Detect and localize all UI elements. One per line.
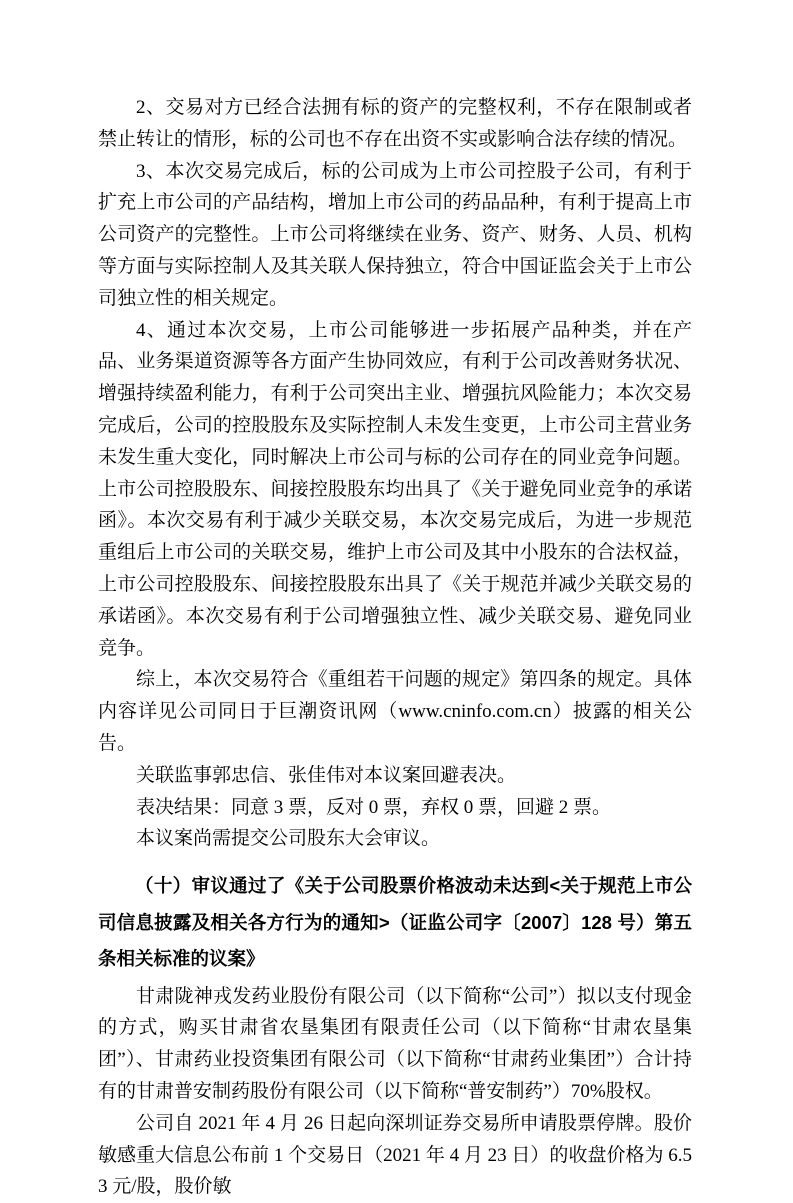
paragraph-summary: 综上，本次交易符合《重组若干问题的规定》第四条的规定。具体内容详见公司同日于巨潮资讯网（www.cninfo.com.cn）披露的相关公告。 [98, 669, 692, 754]
paragraph-item2: 2、交易对方已经合法拥有标的资产的完整权利，不存在限制或者禁止转让的情形，标的公司也不存在出资不实或影响合法存续的情况。 [98, 97, 692, 150]
paragraph-company-intro: 甘肃陇神戎发药业股份有限公司（以下简称“公司”）拟以支付现金的方式，购买甘肃省农垦集团有限责任公司（以下简称“甘肃农垦集团”）、甘肃药业投资集团有限公司（以下简称“甘肃药业集团”）合计持有的甘肃普安制药股份有限公司（以下简称“普安制药”）70%股权。 [98, 985, 692, 1103]
paragraph-item3: 3、本次交易完成后，标的公司成为上市公司控股子公司，有利于扩充上市公司的产品结构，增加上市公司的药品品种，有利于提高上市公司资产的完整性。上市公司将继续在业务、资产、财务、人员、机构等方面与实际控制人及其关联人保持独立，符合中国证监会关于上市公司独立性的相关规定。 [98, 160, 692, 309]
paragraph-suspension: 公司自 2021 年 4 月 26 日起向深圳证券交易所申请股票停牌。股价敏感重大信息公布前 1 个交易日（2021 年 4 月 23 日）的收盘价格为 6.53 元/股，股价敏 [98, 1112, 692, 1198]
paragraph-shareholder-meeting: 本议案尚需提交公司股东大会审议。 [136, 828, 441, 850]
paragraph-recusal: 关联监事郭忠信、张佳伟对本议案回避表决。 [136, 764, 517, 786]
section-heading-item10: （十）审议通过了《关于公司股票价格波动未达到<关于规范上市公司信息披露及相关各方行为的通知>（证监公司字〔2007〕128 号）第五条相关标准的议案》 [98, 875, 692, 970]
paragraph-item4: 4、通过本次交易，上市公司能够进一步拓展产品种类，并在产品、业务渠道资源等各方面产生协同效应，有利于公司改善财务状况、增强持续盈利能力，有利于公司突出主业、增强抗风险能力；本次交易完成后，公司的控股股东及实际控制人未发生变更，上市公司主营业务未发生重大变化，同时解决上市公司与标的公司存在的同业竞争问题。上市公司控股股东、间接控股股东均出具了《关于避免同业竞争的承诺函》。本次交易有利于减少关联交易，本次交易完成后，为进一步规范重组后上市公司的关联交易，维护上市公司及其中小股东的合法权益，上市公司控股股东、间接控股股东出具了《关于规范并减少关联交易的承诺函》。本次交易有利于公司增强独立性、减少关联交易、避免同业竞争。 [98, 319, 692, 659]
paragraph-vote-result: 表决结果：同意 3 票，反对 0 票，弃权 0 票，回避 2 票。 [136, 796, 612, 818]
